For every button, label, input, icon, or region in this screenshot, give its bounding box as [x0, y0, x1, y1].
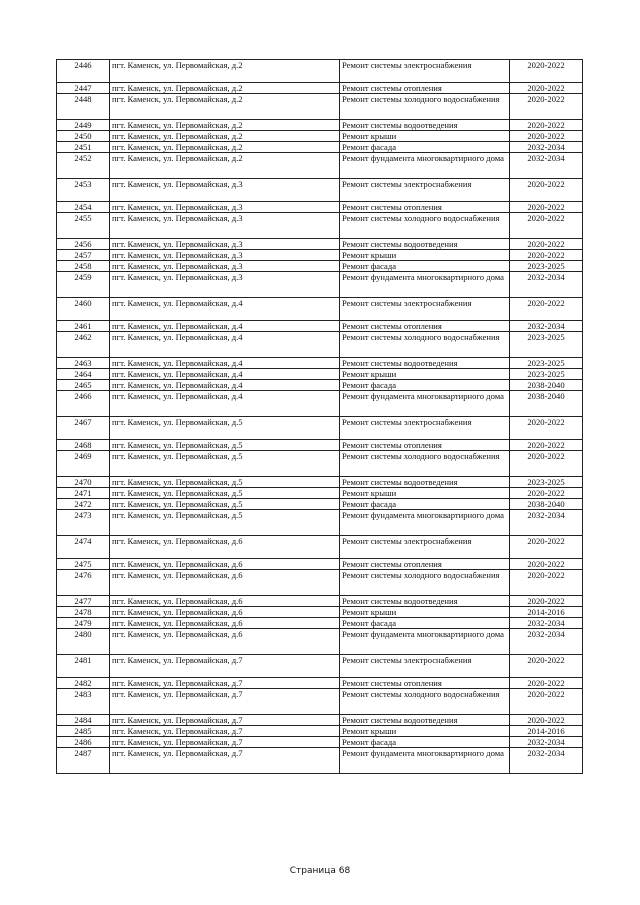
period-cell: 2023-2025 [510, 261, 583, 272]
address-cell: пгт. Каменск, ул. Первомайская, д.5 [110, 451, 340, 477]
table-row [57, 570, 583, 596]
work-type-cell: Ремонт системы водоотведения [340, 120, 510, 131]
table-row [57, 179, 583, 202]
address-cell: пгт. Каменск, ул. Первомайская, д.7 [110, 726, 340, 737]
work-type-cell: Ремонт системы электроснабжения [340, 536, 510, 559]
row-number-cell: 2461 [57, 321, 110, 332]
row-number-cell: 2487 [57, 748, 110, 774]
work-type-cell: Ремонт фундамента многоквартирного дома [340, 153, 510, 179]
address-cell: пгт. Каменск, ул. Первомайская, д.7 [110, 715, 340, 726]
period-cell: 2020-2022 [510, 239, 583, 250]
address-cell: пгт. Каменск, ул. Первомайская, д.2 [110, 131, 340, 142]
work-type-cell: Ремонт системы водоотведения [340, 358, 510, 369]
period-cell: 2020-2022 [510, 202, 583, 213]
address-cell: пгт. Каменск, ул. Первомайская, д.2 [110, 120, 340, 131]
table-row [57, 689, 583, 715]
work-type-cell: Ремонт системы отопления [340, 321, 510, 332]
work-type-cell: Ремонт системы водоотведения [340, 239, 510, 250]
row-number-cell: 2458 [57, 261, 110, 272]
row-number-cell: 2449 [57, 120, 110, 131]
table-row [57, 678, 583, 689]
period-cell: 2014-2016 [510, 726, 583, 737]
period-cell: 2023-2025 [510, 358, 583, 369]
row-number-cell: 2474 [57, 536, 110, 559]
row-number-cell: 2446 [57, 60, 110, 83]
address-cell: пгт. Каменск, ул. Первомайская, д.3 [110, 179, 340, 202]
table-row [57, 477, 583, 488]
address-cell: пгт. Каменск, ул. Первомайская, д.4 [110, 380, 340, 391]
address-cell: пгт. Каменск, ул. Первомайская, д.4 [110, 321, 340, 332]
table-row [57, 510, 583, 536]
address-cell: пгт. Каменск, ул. Первомайская, д.3 [110, 272, 340, 298]
address-cell: пгт. Каменск, ул. Первомайская, д.4 [110, 391, 340, 417]
row-number-cell: 2451 [57, 142, 110, 153]
row-number-cell: 2452 [57, 153, 110, 179]
work-type-cell: Ремонт фундамента многоквартирного дома [340, 510, 510, 536]
address-cell: пгт. Каменск, ул. Первомайская, д.3 [110, 202, 340, 213]
address-cell: пгт. Каменск, ул. Первомайская, д.5 [110, 510, 340, 536]
row-number-cell: 2455 [57, 213, 110, 239]
period-cell: 2032-2034 [510, 629, 583, 655]
work-type-cell: Ремонт крыши [340, 369, 510, 380]
address-cell: пгт. Каменск, ул. Первомайская, д.3 [110, 213, 340, 239]
address-cell: пгт. Каменск, ул. Первомайская, д.5 [110, 417, 340, 440]
table-row [57, 358, 583, 369]
table-row [57, 629, 583, 655]
work-type-cell: Ремонт системы электроснабжения [340, 298, 510, 321]
work-type-cell: Ремонт системы холодного водоснабжения [340, 332, 510, 358]
period-cell: 2020-2022 [510, 678, 583, 689]
period-cell: 2020-2022 [510, 250, 583, 261]
period-cell: 2020-2022 [510, 60, 583, 83]
period-cell: 2020-2022 [510, 715, 583, 726]
period-cell: 2038-2040 [510, 380, 583, 391]
period-cell: 2032-2034 [510, 272, 583, 298]
table-row [57, 451, 583, 477]
address-cell: пгт. Каменск, ул. Первомайская, д.5 [110, 477, 340, 488]
row-number-cell: 2465 [57, 380, 110, 391]
row-number-cell: 2456 [57, 239, 110, 250]
period-cell: 2032-2034 [510, 618, 583, 629]
row-number-cell: 2450 [57, 131, 110, 142]
row-number-cell: 2478 [57, 607, 110, 618]
work-type-cell: Ремонт системы отопления [340, 202, 510, 213]
work-type-cell: Ремонт крыши [340, 607, 510, 618]
work-type-cell: Ремонт фундамента многоквартирного дома [340, 748, 510, 774]
period-cell: 2020-2022 [510, 120, 583, 131]
work-type-cell: Ремонт системы отопления [340, 678, 510, 689]
table-row [57, 250, 583, 261]
period-cell: 2020-2022 [510, 689, 583, 715]
work-type-cell: Ремонт системы холодного водоснабжения [340, 451, 510, 477]
work-type-cell: Ремонт системы водоотведения [340, 715, 510, 726]
row-number-cell: 2448 [57, 94, 110, 120]
table-row [57, 559, 583, 570]
work-type-cell: Ремонт фундамента многоквартирного дома [340, 629, 510, 655]
table-row [57, 715, 583, 726]
work-type-cell: Ремонт системы отопления [340, 559, 510, 570]
table-row [57, 391, 583, 417]
work-type-cell: Ремонт системы холодного водоснабжения [340, 570, 510, 596]
period-cell: 2020-2022 [510, 536, 583, 559]
row-number-cell: 2472 [57, 499, 110, 510]
table-row [57, 737, 583, 748]
address-cell: пгт. Каменск, ул. Первомайская, д.6 [110, 559, 340, 570]
period-cell: 2020-2022 [510, 213, 583, 239]
address-cell: пгт. Каменск, ул. Первомайская, д.2 [110, 142, 340, 153]
row-number-cell: 2486 [57, 737, 110, 748]
period-cell: 2020-2022 [510, 451, 583, 477]
address-cell: пгт. Каменск, ул. Первомайская, д.3 [110, 239, 340, 250]
address-cell: пгт. Каменск, ул. Первомайская, д.5 [110, 440, 340, 451]
table-row [57, 213, 583, 239]
address-cell: пгт. Каменск, ул. Первомайская, д.6 [110, 607, 340, 618]
table-row [57, 596, 583, 607]
table-row [57, 607, 583, 618]
work-type-cell: Ремонт системы водоотведения [340, 477, 510, 488]
table-row [57, 83, 583, 94]
address-cell: пгт. Каменск, ул. Первомайская, д.4 [110, 332, 340, 358]
row-number-cell: 2469 [57, 451, 110, 477]
table-row [57, 142, 583, 153]
table-row [57, 369, 583, 380]
work-type-cell: Ремонт крыши [340, 131, 510, 142]
period-cell: 2020-2022 [510, 298, 583, 321]
row-number-cell: 2459 [57, 272, 110, 298]
row-number-cell: 2466 [57, 391, 110, 417]
address-cell: пгт. Каменск, ул. Первомайская, д.5 [110, 488, 340, 499]
work-type-cell: Ремонт системы электроснабжения [340, 60, 510, 83]
table-row [57, 655, 583, 678]
address-cell: пгт. Каменск, ул. Первомайская, д.7 [110, 737, 340, 748]
row-number-cell: 2447 [57, 83, 110, 94]
work-type-cell: Ремонт системы электроснабжения [340, 417, 510, 440]
repair-schedule-table [56, 59, 583, 774]
page-number: Страница 68 [289, 866, 351, 876]
row-number-cell: 2460 [57, 298, 110, 321]
work-type-cell: Ремонт фундамента многоквартирного дома [340, 272, 510, 298]
work-type-cell: Ремонт фундамента многоквартирного дома [340, 391, 510, 417]
work-type-cell: Ремонт системы холодного водоснабжения [340, 94, 510, 120]
period-cell: 2023-2025 [510, 369, 583, 380]
row-number-cell: 2470 [57, 477, 110, 488]
address-cell: пгт. Каменск, ул. Первомайская, д.6 [110, 596, 340, 607]
row-number-cell: 2480 [57, 629, 110, 655]
period-cell: 2038-2040 [510, 499, 583, 510]
work-type-cell: Ремонт фасада [340, 261, 510, 272]
work-type-cell: Ремонт фасада [340, 142, 510, 153]
period-cell: 2020-2022 [510, 440, 583, 451]
table-row [57, 618, 583, 629]
row-number-cell: 2457 [57, 250, 110, 261]
table-row [57, 272, 583, 298]
row-number-cell: 2477 [57, 596, 110, 607]
table-row [57, 120, 583, 131]
table-row [57, 298, 583, 321]
address-cell: пгт. Каменск, ул. Первомайская, д.7 [110, 689, 340, 715]
row-number-cell: 2484 [57, 715, 110, 726]
period-cell: 2032-2034 [510, 321, 583, 332]
period-cell: 2032-2034 [510, 153, 583, 179]
table-row [57, 261, 583, 272]
period-cell: 2032-2034 [510, 737, 583, 748]
work-type-cell: Ремонт фасада [340, 737, 510, 748]
period-cell: 2020-2022 [510, 488, 583, 499]
address-cell: пгт. Каменск, ул. Первомайская, д.6 [110, 618, 340, 629]
address-cell: пгт. Каменск, ул. Первомайская, д.2 [110, 60, 340, 83]
row-number-cell: 2476 [57, 570, 110, 596]
table-row [57, 202, 583, 213]
work-type-cell: Ремонт фасада [340, 380, 510, 391]
address-cell: пгт. Каменск, ул. Первомайская, д.7 [110, 748, 340, 774]
row-number-cell: 2485 [57, 726, 110, 737]
row-number-cell: 2462 [57, 332, 110, 358]
work-type-cell: Ремонт системы отопления [340, 83, 510, 94]
table-row [57, 332, 583, 358]
row-number-cell: 2453 [57, 179, 110, 202]
row-number-cell: 2464 [57, 369, 110, 380]
address-cell: пгт. Каменск, ул. Первомайская, д.6 [110, 536, 340, 559]
period-cell: 2032-2034 [510, 142, 583, 153]
address-cell: пгт. Каменск, ул. Первомайская, д.3 [110, 261, 340, 272]
work-type-cell: Ремонт системы холодного водоснабжения [340, 213, 510, 239]
work-type-cell: Ремонт системы отопления [340, 440, 510, 451]
address-cell: пгт. Каменск, ул. Первомайская, д.5 [110, 499, 340, 510]
period-cell: 2023-2025 [510, 332, 583, 358]
period-cell: 2020-2022 [510, 417, 583, 440]
work-type-cell: Ремонт системы электроснабжения [340, 179, 510, 202]
period-cell: 2020-2022 [510, 570, 583, 596]
row-number-cell: 2468 [57, 440, 110, 451]
period-cell: 2020-2022 [510, 83, 583, 94]
table-row [57, 748, 583, 774]
table-row [57, 417, 583, 440]
period-cell: 2020-2022 [510, 131, 583, 142]
row-number-cell: 2467 [57, 417, 110, 440]
work-type-cell: Ремонт системы холодного водоснабжения [340, 689, 510, 715]
period-cell: 2020-2022 [510, 179, 583, 202]
work-type-cell: Ремонт фасада [340, 499, 510, 510]
table-row [57, 536, 583, 559]
address-cell: пгт. Каменск, ул. Первомайская, д.6 [110, 629, 340, 655]
table-row [57, 321, 583, 332]
row-number-cell: 2479 [57, 618, 110, 629]
table-row [57, 380, 583, 391]
row-number-cell: 2475 [57, 559, 110, 570]
period-cell: 2014-2016 [510, 607, 583, 618]
table-row [57, 131, 583, 142]
table-body [57, 60, 583, 774]
work-type-cell: Ремонт фасада [340, 618, 510, 629]
period-cell: 2020-2022 [510, 655, 583, 678]
row-number-cell: 2483 [57, 689, 110, 715]
row-number-cell: 2473 [57, 510, 110, 536]
address-cell: пгт. Каменск, ул. Первомайская, д.4 [110, 298, 340, 321]
period-cell: 2032-2034 [510, 510, 583, 536]
address-cell: пгт. Каменск, ул. Первомайская, д.6 [110, 570, 340, 596]
table-row [57, 94, 583, 120]
row-number-cell: 2471 [57, 488, 110, 499]
table-row [57, 440, 583, 451]
table-row [57, 239, 583, 250]
work-type-cell: Ремонт крыши [340, 726, 510, 737]
row-number-cell: 2481 [57, 655, 110, 678]
work-type-cell: Ремонт системы электроснабжения [340, 655, 510, 678]
period-cell: 2038-2040 [510, 391, 583, 417]
work-type-cell: Ремонт системы водоотведения [340, 596, 510, 607]
address-cell: пгт. Каменск, ул. Первомайская, д.7 [110, 678, 340, 689]
period-cell: 2020-2022 [510, 596, 583, 607]
table-row [57, 60, 583, 83]
row-number-cell: 2454 [57, 202, 110, 213]
period-cell: 2023-2025 [510, 477, 583, 488]
address-cell: пгт. Каменск, ул. Первомайская, д.3 [110, 250, 340, 261]
address-cell: пгт. Каменск, ул. Первомайская, д.2 [110, 153, 340, 179]
table-row [57, 153, 583, 179]
period-cell: 2020-2022 [510, 559, 583, 570]
work-type-cell: Ремонт крыши [340, 250, 510, 261]
period-cell: 2020-2022 [510, 94, 583, 120]
address-cell: пгт. Каменск, ул. Первомайская, д.2 [110, 94, 340, 120]
address-cell: пгт. Каменск, ул. Первомайская, д.7 [110, 655, 340, 678]
row-number-cell: 2482 [57, 678, 110, 689]
work-type-cell: Ремонт крыши [340, 488, 510, 499]
row-number-cell: 2463 [57, 358, 110, 369]
address-cell: пгт. Каменск, ул. Первомайская, д.4 [110, 369, 340, 380]
table-row [57, 726, 583, 737]
period-cell: 2032-2034 [510, 748, 583, 774]
address-cell: пгт. Каменск, ул. Первомайская, д.4 [110, 358, 340, 369]
table-row [57, 499, 583, 510]
address-cell: пгт. Каменск, ул. Первомайская, д.2 [110, 83, 340, 94]
table-row [57, 488, 583, 499]
